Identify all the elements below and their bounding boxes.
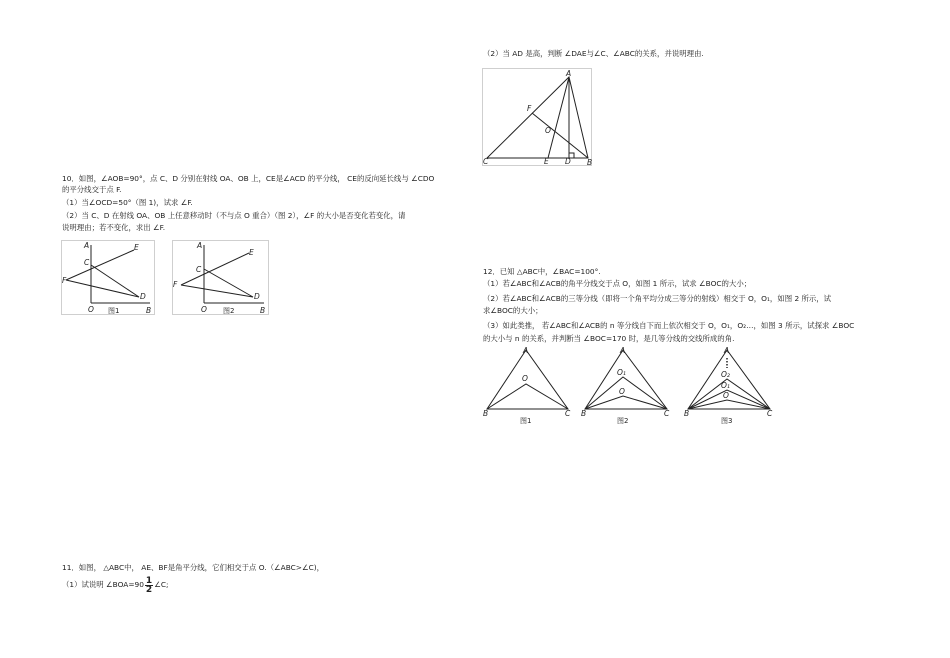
q12-line1: 12．已知 △ABC中，∠BAC=100°. — [483, 267, 601, 276]
label-b: B — [260, 306, 266, 315]
bisectors-bo-co — [487, 384, 568, 409]
q10-fig1-diagram — [62, 241, 154, 314]
q10-fig2-diagram — [173, 241, 268, 314]
label-f: F — [527, 104, 532, 113]
q10-line4: （2）当 C、D 在射线 OA、OB 上任意移动时（不与点 O 重合）（图 2），∠F 的大小是否变化若变化，请 — [62, 211, 406, 220]
fraction-one-half — [145, 577, 153, 594]
label-d: D — [140, 292, 146, 301]
label-a: A — [84, 241, 90, 250]
fraction-denominator: 2 — [145, 584, 153, 595]
q12-line6: 的大小与 n 的关系，并判断当 ∠BOC=170 时，是几等分线的交线所成的角. — [483, 334, 735, 343]
bisector-ae — [548, 77, 569, 158]
label-o2: O₂ — [721, 370, 730, 379]
label-o: O — [619, 387, 625, 396]
label-c: C — [483, 157, 489, 166]
q10-figure-2 — [172, 240, 269, 315]
label-o: O — [201, 305, 207, 314]
label-c: C — [767, 409, 773, 418]
label-b: B — [684, 409, 690, 418]
q12-fig2-diagram — [581, 346, 673, 426]
segment-fd — [66, 280, 139, 297]
q2-text: （2）当 AD 是高，判断 ∠DAE与∠C、∠ABC的关系，并说明理由. — [483, 49, 704, 58]
label-f: F — [62, 276, 67, 285]
caption-fig2: 图2 — [617, 417, 629, 425]
line-fe — [66, 250, 134, 280]
label-o: O — [522, 374, 528, 383]
q11-line2-post: ∠C; — [154, 580, 169, 589]
q12-line5: （3）如此类推， 若∠ABC和∠ACB的 n 等分线自下而上依次相交于 O，O₁，O₂…，如图 3 所示，试探求 ∠BOC — [483, 321, 855, 330]
q12-figure-2 — [581, 346, 673, 426]
q10-line5: 说明理由；若不变化，求出 ∠F. — [62, 223, 166, 232]
q10-line3: （1）当∠OCD=50°（图 1)，试求 ∠F. — [62, 198, 193, 207]
q2-triangle-diagram — [483, 69, 591, 165]
fraction-numerator: 1 — [145, 575, 153, 586]
label-e: E — [249, 248, 254, 257]
label-c: C — [664, 409, 670, 418]
label-o: O — [88, 305, 94, 314]
label-a: A — [724, 346, 730, 355]
label-a: A — [197, 241, 203, 250]
label-c: C — [196, 265, 202, 274]
caption-fig2: 图2 — [223, 307, 235, 315]
label-b: B — [146, 306, 152, 315]
q10-line1: 10．如图，∠AOB=90°，点 C、D 分别在射线 OA、OB 上，CE是∠ACD 的平分线， CE的反向延长线与 ∠CDO — [62, 174, 435, 183]
label-a: A — [620, 346, 626, 355]
q12-fig3-diagram — [684, 346, 776, 426]
q12-line3: （2）若∠ABC和∠ACB的三等分线（即将一个角平均分成三等分的射线）相交于 O，O₁，如图 2 所示，试 — [483, 294, 832, 303]
bisector-bf — [532, 113, 588, 158]
label-o1: O₁ — [617, 368, 626, 377]
q12-fig1-diagram — [483, 346, 575, 426]
q12-line2: （1）若∠ABC和∠ACB的角平分线交于点 O，如图 1 所示，试求 ∠BOC的大小； — [483, 279, 752, 288]
caption-fig1: 图1 — [108, 307, 120, 315]
q10-figure-1 — [61, 240, 155, 315]
label-e: E — [544, 157, 549, 166]
q12-line4: 求∠BOC的大小； — [483, 306, 543, 315]
label-b: B — [483, 409, 489, 418]
q12-figure-3 — [684, 346, 776, 426]
q2-figure — [482, 68, 592, 166]
label-o: O — [723, 391, 729, 400]
label-o1: O₁ — [721, 381, 730, 390]
q11-line1: 11．如图， △ABC中， AE、BF是角平分线，它们相交于点 O.（∠ABC>∠C)， — [62, 563, 325, 572]
label-d: D — [254, 292, 260, 301]
q10-line2: 的平分线交于点 F. — [62, 185, 122, 194]
label-d: D — [565, 157, 571, 166]
label-o: O — [545, 126, 551, 135]
caption-fig1: 图1 — [520, 417, 532, 425]
line-fe — [181, 253, 249, 285]
label-a: A — [523, 346, 529, 355]
label-b: B — [581, 409, 587, 418]
q12-figure-1 — [483, 346, 575, 426]
label-e: E — [134, 243, 139, 252]
trisectors-o — [585, 396, 667, 409]
label-f: F — [173, 280, 178, 289]
segment-cd — [91, 265, 139, 297]
label-c: C — [565, 409, 571, 418]
label-b: B — [587, 158, 593, 167]
label-a: A — [566, 69, 572, 78]
lines-o — [688, 400, 770, 409]
label-c: C — [84, 258, 90, 267]
caption-fig3: 图3 — [721, 417, 733, 425]
q11-line2-pre: （1）试说明 ∠BOA=90 — [62, 580, 144, 589]
q11-line2 — [62, 575, 168, 595]
